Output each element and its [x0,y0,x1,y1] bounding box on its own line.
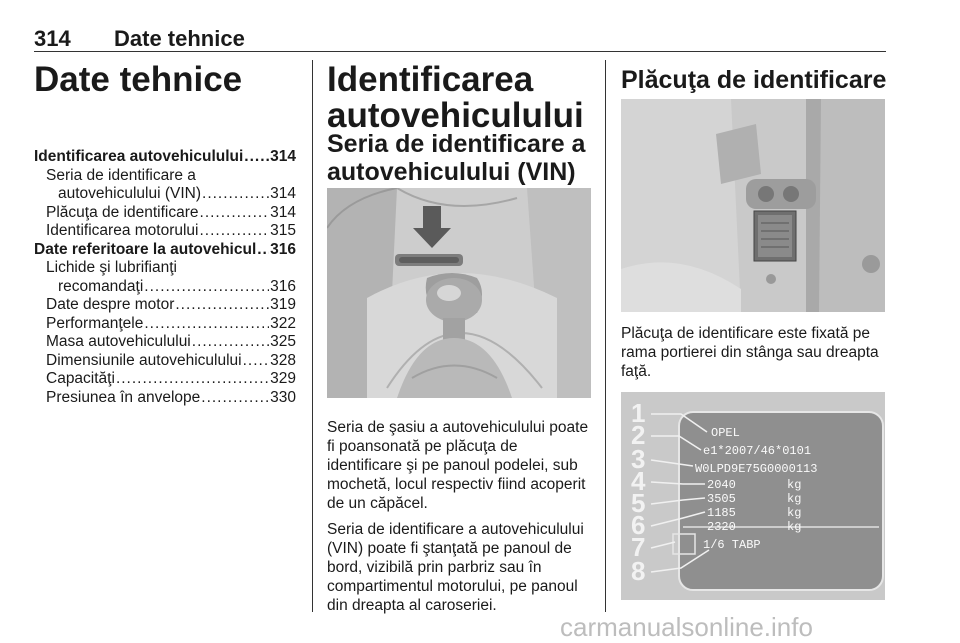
toc-entry-label: Plăcuţa de identificare [46,203,199,221]
toc-entry-label: Dimensiunile autovehiculului [46,351,242,369]
toc-entry[interactable] [34,296,296,315]
plate-description: Plăcuţa de identificare este fixată pe rama portierei din stânga sau dreapta faţă. [621,325,879,380]
toc-entry-page: 330 [270,388,296,406]
door-frame-illustration [621,99,885,312]
toc-leader-dots [257,241,269,260]
page-number: 314 [34,26,71,51]
toc-entry-label: Presiunea în anvelope [46,388,201,406]
toc-leader-dots [200,222,270,241]
toc-entry-page: 315 [270,222,296,239]
toc-entry[interactable] [34,278,296,297]
toc-entry-label: Identificarea motorului [46,222,199,239]
toc-entry-label: autovehiculului (VIN) [58,185,202,202]
toc-entry-page: 316 [270,240,296,258]
plate-callout-number: 4 [631,466,646,496]
toc-entry[interactable] [34,222,296,241]
toc-entry-label: Masa autovehiculului [46,333,191,350]
plate-callout-number: 8 [631,556,646,586]
toc-leader-dots [244,148,269,167]
toc-entry[interactable] [34,370,296,389]
section-title [327,62,584,134]
toc-leader-dots [192,333,269,352]
vin-paragraph-2: Seria de identificare a autovehiculului (VIN) poate fi ştanţată pe panoul de bord, vizibilă prin parbriz sau în compartimentul motorului, pe panoul din dreapta al caroseriei. [327,521,584,614]
plate-line-vin: W0LPD9E75G0000113 [695,462,818,476]
toc-leader-dots [202,185,269,204]
plate-line-approval: e1*2007/46*0101 [703,444,812,458]
toc-entry-label: Performanţele [46,314,144,332]
toc-leader-dots [175,296,269,315]
plate-unit-4: kg [787,520,802,534]
plate-unit-2: kg [787,492,802,506]
plate-weight-3: 1185 [707,506,736,520]
toc-entry[interactable] [34,315,296,334]
toc-leader-dots [144,315,269,334]
gear-shifter-arrow-illustration [327,188,591,398]
vin-description [327,418,595,622]
toc-leader-dots [116,370,269,389]
toc-entry[interactable] [34,259,296,278]
toc-entry-page: 322 [270,314,296,332]
toc-entry-page: 325 [270,333,296,350]
toc-entry[interactable] [34,389,296,408]
running-header-title: Date tehnice [114,26,245,51]
toc-leader-dots [201,389,269,408]
toc-entry-page: 314 [270,203,296,221]
toc-entry[interactable] [34,352,296,371]
toc-leader-dots [243,352,270,371]
column-divider-left [312,60,313,612]
vin-paragraph-1: Seria de şasiu a autovehiculului poate fi poansonată pe plăcuţa de identificare şi pe panoul podelei, sub mochetă, locul respectiv fiind acoperit de un căpăcel. [327,419,589,512]
plate-unit-1: kg [787,478,802,492]
toc-entry-page: 314 [270,185,296,202]
toc-entry-page: 329 [270,370,296,387]
toc-entry-page: 314 [270,148,296,165]
chapter-title: Date tehnice [34,60,243,99]
toc-entry-label: Date despre motor [46,296,175,313]
door-frame-plate-location-illustration [621,99,885,312]
toc-leader-dots [144,278,269,297]
plate-callout-number: 6 [631,510,646,540]
vin-location-illustration [327,188,591,398]
plate-callout-number: 2 [631,420,646,450]
toc-entry[interactable] [34,241,296,260]
plate-callout-number: 1 [631,398,646,428]
toc-entry-page: 328 [270,351,296,369]
plate-weight-4: 2320 [707,520,736,534]
toc-entry-label: Lichide şi lubrifianţi [46,259,177,276]
subsection-title-vin-line2: autovehiculului (VIN) [327,158,576,186]
toc-entry-label: Seria de identificare a [46,166,196,184]
toc-leader-dots [200,204,270,223]
toc-entry-page: 316 [270,277,296,295]
toc-entry-label: Date referitoare la autovehicul [34,240,257,258]
plate-callout-number: 3 [631,444,646,474]
table-of-contents [34,148,296,407]
toc-entry-label: Capacităţi [46,370,115,387]
column-divider-right [605,60,606,612]
subsection-title-vin [327,130,585,186]
toc-entry-label: recomandaţi [58,277,144,295]
subsection-title-plate: Plăcuţa de identificare [621,66,887,94]
plate-line-make: OPEL [711,426,740,440]
plate-weight-2: 3505 [707,492,736,506]
subsection-title-vin-line1: Seria de identificare a [327,130,586,158]
header-divider [34,51,886,52]
plate-unit-3: kg [787,506,802,520]
section-title-line2: autovehiculului [327,96,584,135]
toc-entry[interactable] [34,185,296,204]
toc-entry[interactable] [34,204,296,223]
toc-entry[interactable] [34,167,296,186]
toc-entry-page: 319 [270,296,296,313]
section-title-line1: Identificarea [327,60,534,99]
toc-entry[interactable] [34,148,296,167]
toc-entry[interactable] [34,333,296,352]
watermark: carmanualsonline.info [560,612,813,642]
identification-plate-diagram [621,392,885,600]
identification-plate-illustration [621,392,885,600]
plate-callout-number: 7 [631,532,646,562]
plate-bottom-code: 1/6 TABP [703,538,761,552]
plate-weight-1: 2040 [707,478,736,492]
plate-callout-number: 5 [631,488,646,518]
toc-entry-label: Identificarea autovehiculului [34,148,244,165]
